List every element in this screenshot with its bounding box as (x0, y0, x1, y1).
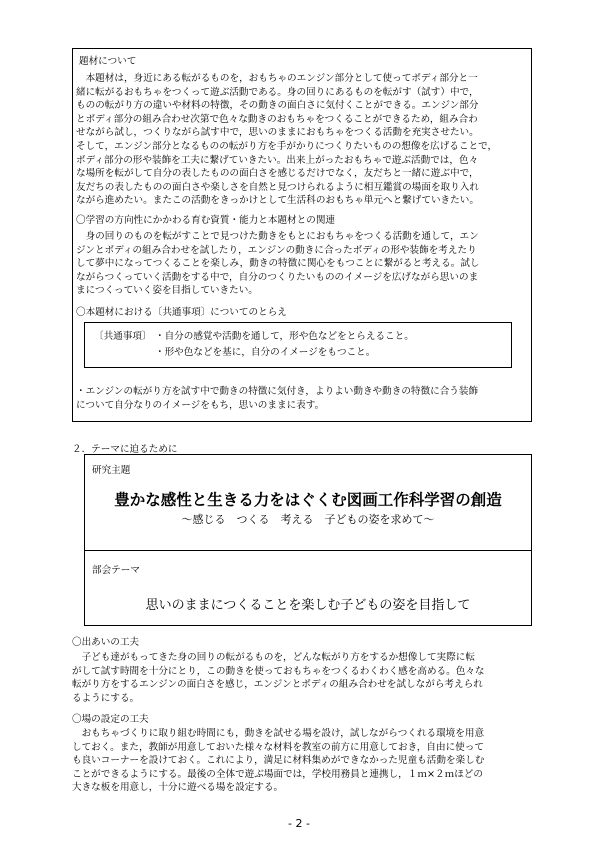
text-line: 子ども達がもってきた身の回りの転がるものを，どんな転がり方をするか想像して実際に転 (72, 652, 475, 663)
research-theme: 豊かな感性と生きる力をはぐくむ図画工作科学習の創造 (114, 491, 502, 509)
common-items-heading: 〇本題材における〔共通事項〕についてのとらえ (76, 307, 287, 318)
subject-heading: 題材について (79, 56, 137, 67)
text-line: について自分なりのイメージをもち，思いのままに表す。 (76, 399, 325, 411)
bukai-label: 部会テーマ (92, 565, 140, 576)
deai-paragraph (72, 651, 485, 705)
text-line: おもちゃづくりに取り組む時間にも，動きを試せる場を設け，試しながらつくれる環境を用意 (72, 728, 485, 739)
subject-intro (76, 72, 497, 208)
text-line: 緒に転がるおもちゃをつくって遊ぶ活動である。身の回りにあるものを転がす（試す）中で， (76, 86, 479, 98)
learning-heading: 〇学習の方向性にかかわる育む資質・能力と本題材との関連 (76, 215, 336, 226)
text-line: まにつくっていく姿を目指していきたい。 (76, 285, 258, 297)
common-items-box (84, 322, 512, 368)
text-line: 転がり方をするエンジンの面白さを感じ，エンジンとボディの組み合わせを試しながら考えられ (72, 679, 483, 691)
text-line: るようにする。 (72, 692, 140, 704)
text-line: ものの転がり方の違いや材料の特徴，その動きの面白さに気付くことができる。エンジン部分 (76, 100, 479, 112)
text-line: ながら進めたい。またこの活動をきっかけとして生活科のおもちゃ単元へと繋げていきたい。 (76, 195, 479, 207)
section-title: ２．テーマに迫るために (72, 444, 178, 455)
text-line: とボディ部分の組み合わせ次第で色々な動きのおもちゃをつくることができるため，組み合わ (76, 113, 478, 125)
text-line: も良いコーナーを設けておく。これにより，満足に材料集めができなかった児童も活動を楽しむ (72, 755, 485, 767)
learning-paragraph (76, 230, 480, 298)
text-line: ことができるようにする。最後の全体で遊ぶ場面では，学校用務員と連携し，１ｍ×２ｍほどの (72, 768, 483, 780)
research-label: 研究主題 (92, 465, 131, 476)
common-item: ・自分の感覚や活動を通して，形や色などをとらえること。 (155, 331, 414, 342)
text-line: そして，エンジン部分となるものの転がり方を手がかりにつくりたいものの想像を広げることで， (76, 140, 498, 152)
text-line: がして試す時間を十分にとり，この動きを使っておもちゃをつくるわくわく感を高める。色々な (72, 665, 485, 677)
bukai-theme: 思いのままにつくることを楽しむ子どもの姿を目指して (145, 598, 471, 613)
text-line: な場所を転がして自分の表したものの面白さを感じるだけでなく，友だちと一緒に遊ぶ中で， (76, 168, 479, 180)
research-subtheme: ～感じる つくる 考える 子どもの姿を求めて～ (181, 513, 435, 526)
closing-paragraph (76, 385, 478, 412)
ba-paragraph (72, 727, 484, 795)
ba-heading: 〇場の設定の工夫 (72, 714, 149, 725)
deai-heading: 〇出あいの工夫 (72, 637, 140, 648)
text-line: ボディ部分の形や装飾を工夫に繋げていきたい。出来上がったおもちゃで遊ぶ活動では，色々 (76, 154, 479, 166)
text-line: 身の回りのものを転がすことで見つけた動きをもとにおもちゃをつくる活動を通して，エン (76, 231, 479, 242)
text-line: ・エンジンの転がり方を試す中で動きの特徴に気付き，よりよい動きや動きの特徴に合う装飾 (76, 386, 479, 397)
text-line: せながら試し，つくりながら試す中で，思いのままにおもちゃをつくる活動を充実させたい。 (76, 127, 479, 139)
text-line: して夢中になってつくることを楽しみ，動きの特徴に関心をもつことに繋がると考える。試し (76, 258, 480, 270)
page-number: - 2 - (288, 817, 310, 830)
text-line: ジンとボディの組み合わせを試したり，エンジンの動きに合ったボディの形や装飾を考えたり (76, 244, 477, 256)
divider (85, 550, 531, 551)
theme-box (84, 454, 532, 626)
text-line: 本題材は，身近にある転がるものを，おもちゃのエンジン部分として使ってボディ部分と一 (76, 73, 478, 84)
text-line: 大きな板を用意し，十分に遊べる場を設定する。 (72, 782, 284, 794)
common-items-label: 〔共通事項〕 (94, 331, 152, 342)
common-item: ・形や色などを基に，自分のイメージをもつこと。 (155, 347, 376, 358)
text-line: 友だちの表したものの面白さや楽しさを自然と見つけられるように相互鑑賞の場面を取り入れ (76, 181, 479, 193)
text-line: しておく。また，教師が用意しておいた様々な材料を教室の前方に用意しておき，自由に使って (72, 741, 484, 753)
text-line: ながらつくっていく活動をする中で，自分のつくりたいもののイメージを広げながら思いのま (76, 271, 479, 283)
